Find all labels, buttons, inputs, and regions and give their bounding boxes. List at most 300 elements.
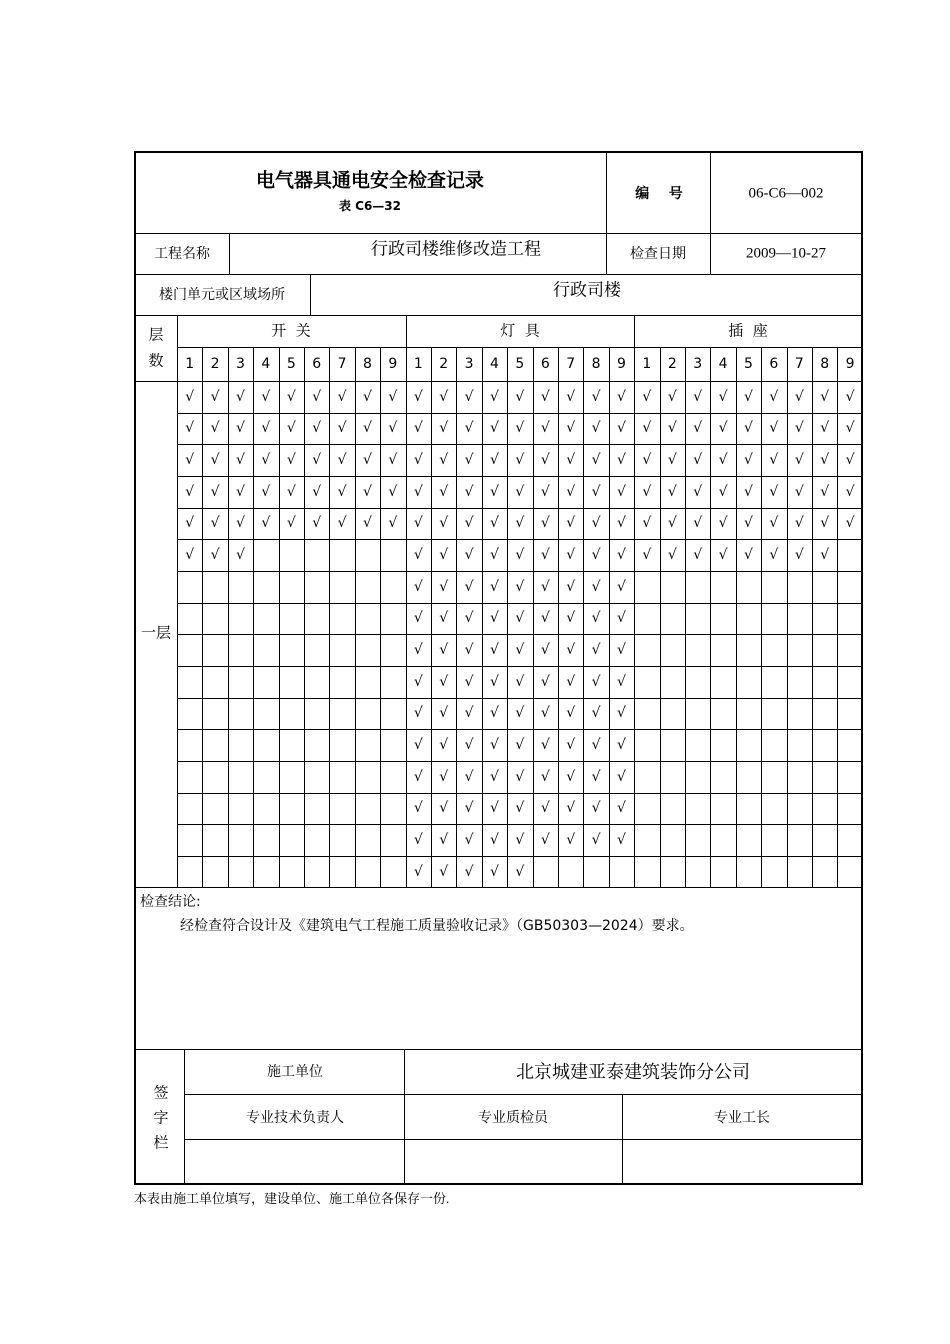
grid-h-line xyxy=(177,603,861,604)
column-number: 2 xyxy=(439,356,449,372)
inspection-date-value: 2009—10-27 xyxy=(746,245,826,262)
check-mark: √ xyxy=(185,483,195,500)
check-mark: √ xyxy=(286,452,296,469)
check-mark: √ xyxy=(185,452,195,469)
check-mark: √ xyxy=(744,452,753,469)
check-mark: √ xyxy=(769,547,779,564)
check-mark: √ xyxy=(464,547,474,564)
check-mark: √ xyxy=(286,388,296,405)
check-mark: √ xyxy=(413,452,423,469)
check-mark: √ xyxy=(515,832,525,849)
check-mark: √ xyxy=(185,515,195,532)
grid-h-line xyxy=(136,315,861,316)
column-number: 6 xyxy=(540,356,550,372)
check-mark: √ xyxy=(667,515,677,532)
check-mark: √ xyxy=(566,768,576,785)
check-mark: √ xyxy=(210,515,220,532)
check-mark: √ xyxy=(794,420,804,437)
grid-v-line xyxy=(685,347,686,888)
check-mark: √ xyxy=(312,420,322,437)
floor-value: 一层 xyxy=(140,625,172,642)
conclusion-text: 经检查符合设计及《建筑电气工程施工质量验收记录》（GB50303—2024）要求。 xyxy=(180,918,694,934)
grid-v-line xyxy=(710,347,711,888)
check-mark: √ xyxy=(566,705,576,722)
grid-v-line xyxy=(184,1049,185,1183)
column-number: 3 xyxy=(693,356,703,372)
check-mark: √ xyxy=(439,863,449,880)
conclusion-label: 检查结论: xyxy=(140,894,201,910)
check-mark: √ xyxy=(617,388,626,405)
check-mark: √ xyxy=(642,420,652,437)
grid-h-line xyxy=(177,793,861,794)
grid-v-line xyxy=(329,347,330,888)
check-mark: √ xyxy=(464,610,474,627)
check-mark: √ xyxy=(490,705,499,722)
check-mark: √ xyxy=(490,388,499,405)
grid-v-line xyxy=(279,347,280,888)
grid-h-line xyxy=(177,508,861,509)
column-number: 5 xyxy=(744,356,753,372)
check-mark: √ xyxy=(667,452,677,469)
check-mark: √ xyxy=(413,515,423,532)
check-mark: √ xyxy=(490,768,499,785)
switch-group-header: 开 关 xyxy=(271,321,311,340)
grid-h-line xyxy=(177,729,861,730)
check-mark: √ xyxy=(540,610,550,627)
check-mark: √ xyxy=(261,420,271,437)
check-mark: √ xyxy=(439,673,449,690)
check-mark: √ xyxy=(464,705,474,722)
check-mark: √ xyxy=(490,420,499,437)
check-mark: √ xyxy=(210,547,220,564)
check-mark: √ xyxy=(464,737,474,754)
check-mark: √ xyxy=(769,515,779,532)
check-mark: √ xyxy=(566,515,576,532)
check-mark: √ xyxy=(413,768,423,785)
column-number: 2 xyxy=(210,356,220,372)
check-mark: √ xyxy=(591,578,601,595)
check-mark: √ xyxy=(490,547,499,564)
check-mark: √ xyxy=(540,483,550,500)
check-mark: √ xyxy=(515,705,525,722)
check-mark: √ xyxy=(744,388,753,405)
column-number: 3 xyxy=(236,356,245,372)
check-mark: √ xyxy=(210,483,220,500)
column-number: 5 xyxy=(515,356,525,372)
check-mark: √ xyxy=(617,515,626,532)
check-mark: √ xyxy=(490,578,499,595)
grid-v-line xyxy=(609,347,610,888)
socket-group-header: 插 座 xyxy=(728,321,768,340)
check-mark: √ xyxy=(794,388,804,405)
location-label: 楼门单元或区域场所 xyxy=(159,287,285,303)
grid-v-line xyxy=(380,347,381,888)
grid-v-line xyxy=(533,347,534,888)
check-mark: √ xyxy=(667,388,677,405)
signature-section-char-2: 字 xyxy=(153,1108,169,1127)
check-mark: √ xyxy=(693,420,703,437)
number-value: 06-C6—002 xyxy=(748,185,824,202)
check-mark: √ xyxy=(286,483,296,500)
check-mark: √ xyxy=(617,768,626,785)
check-mark: √ xyxy=(820,515,830,532)
project-name-value: 行政司楼维修改造工程 xyxy=(371,239,541,259)
check-mark: √ xyxy=(413,800,423,817)
grid-v-line xyxy=(482,347,483,888)
column-number: 9 xyxy=(845,356,855,372)
check-mark: √ xyxy=(464,483,474,500)
check-mark: √ xyxy=(413,483,423,500)
check-mark: √ xyxy=(515,578,525,595)
check-mark: √ xyxy=(718,452,728,469)
check-mark: √ xyxy=(566,832,576,849)
grid-h-line xyxy=(177,413,861,414)
check-mark: √ xyxy=(566,547,576,564)
check-mark: √ xyxy=(515,610,525,627)
check-mark: √ xyxy=(464,452,474,469)
check-mark: √ xyxy=(642,483,652,500)
check-mark: √ xyxy=(388,452,398,469)
check-mark: √ xyxy=(490,452,499,469)
check-mark: √ xyxy=(617,705,626,722)
form-title: 电气器具通电安全检查记录 xyxy=(255,169,485,192)
check-mark: √ xyxy=(312,515,322,532)
check-mark: √ xyxy=(642,452,652,469)
check-mark: √ xyxy=(769,420,779,437)
check-mark: √ xyxy=(363,452,372,469)
check-mark: √ xyxy=(236,483,245,500)
column-number: 7 xyxy=(337,356,347,372)
check-mark: √ xyxy=(413,420,423,437)
check-mark: √ xyxy=(540,832,550,849)
column-number: 1 xyxy=(642,356,652,372)
check-mark: √ xyxy=(667,483,677,500)
grid-v-line xyxy=(736,347,737,888)
check-mark: √ xyxy=(337,515,347,532)
check-mark: √ xyxy=(591,800,601,817)
signature-section-char-1: 签 xyxy=(153,1083,169,1102)
grid-h-line xyxy=(177,476,861,477)
grid-v-line xyxy=(177,315,178,888)
grid-h-line xyxy=(177,666,861,667)
check-mark: √ xyxy=(769,452,779,469)
check-mark: √ xyxy=(566,642,576,659)
number-label: 编 号 xyxy=(635,186,683,202)
check-mark: √ xyxy=(566,800,576,817)
check-mark: √ xyxy=(464,832,474,849)
check-mark: √ xyxy=(617,737,626,754)
check-mark: √ xyxy=(540,578,550,595)
check-mark: √ xyxy=(490,483,499,500)
check-mark: √ xyxy=(210,452,220,469)
check-mark: √ xyxy=(439,515,449,532)
check-mark: √ xyxy=(794,483,804,500)
check-mark: √ xyxy=(439,832,449,849)
check-mark: √ xyxy=(566,388,576,405)
check-mark: √ xyxy=(490,515,499,532)
check-mark: √ xyxy=(439,768,449,785)
column-number: 9 xyxy=(388,356,398,372)
check-mark: √ xyxy=(236,420,245,437)
check-mark: √ xyxy=(591,705,601,722)
check-mark: √ xyxy=(540,768,550,785)
check-mark: √ xyxy=(413,705,423,722)
grid-h-line xyxy=(177,539,861,540)
check-mark: √ xyxy=(591,420,601,437)
check-mark: √ xyxy=(845,483,855,500)
check-mark: √ xyxy=(236,547,245,564)
column-number: 9 xyxy=(617,356,626,372)
check-mark: √ xyxy=(210,388,220,405)
grid-h-line xyxy=(177,761,861,762)
check-mark: √ xyxy=(464,388,474,405)
check-mark: √ xyxy=(642,547,652,564)
check-mark: √ xyxy=(693,483,703,500)
check-mark: √ xyxy=(566,420,576,437)
grid-h-line xyxy=(177,698,861,699)
grid-v-line xyxy=(583,347,584,888)
grid-h-line xyxy=(177,634,861,635)
check-mark: √ xyxy=(845,452,855,469)
check-mark: √ xyxy=(566,483,576,500)
grid-v-line xyxy=(761,347,762,888)
check-mark: √ xyxy=(413,547,423,564)
check-mark: √ xyxy=(617,642,626,659)
check-mark: √ xyxy=(718,420,728,437)
check-mark: √ xyxy=(794,547,804,564)
grid-v-line xyxy=(404,1049,405,1183)
check-mark: √ xyxy=(490,832,499,849)
check-mark: √ xyxy=(540,515,550,532)
check-mark: √ xyxy=(490,673,499,690)
check-mark: √ xyxy=(515,673,525,690)
column-number: 3 xyxy=(464,356,474,372)
check-mark: √ xyxy=(388,420,398,437)
check-mark: √ xyxy=(540,547,550,564)
check-mark: √ xyxy=(439,578,449,595)
check-mark: √ xyxy=(515,547,525,564)
construction-unit-label: 施工单位 xyxy=(267,1064,323,1080)
grid-h-line xyxy=(184,1139,861,1140)
check-mark: √ xyxy=(591,642,601,659)
check-mark: √ xyxy=(439,610,449,627)
column-number: 6 xyxy=(769,356,779,372)
check-mark: √ xyxy=(642,515,652,532)
check-mark: √ xyxy=(439,547,449,564)
check-mark: √ xyxy=(490,863,499,880)
check-mark: √ xyxy=(464,420,474,437)
grid-v-line xyxy=(431,347,432,888)
check-mark: √ xyxy=(413,863,423,880)
check-mark: √ xyxy=(591,832,601,849)
check-mark: √ xyxy=(769,388,779,405)
check-mark: √ xyxy=(744,483,753,500)
check-mark: √ xyxy=(439,483,449,500)
check-mark: √ xyxy=(464,673,474,690)
check-mark: √ xyxy=(566,578,576,595)
check-mark: √ xyxy=(845,515,855,532)
check-mark: √ xyxy=(210,420,220,437)
check-mark: √ xyxy=(413,737,423,754)
grid-h-line xyxy=(136,233,861,234)
check-mark: √ xyxy=(718,388,728,405)
grid-v-line xyxy=(634,315,635,888)
check-mark: √ xyxy=(591,388,601,405)
check-mark: √ xyxy=(693,515,703,532)
grid-h-line xyxy=(177,347,861,348)
check-mark: √ xyxy=(185,388,195,405)
check-mark: √ xyxy=(540,452,550,469)
check-mark: √ xyxy=(617,832,626,849)
check-mark: √ xyxy=(388,483,398,500)
grid-v-line xyxy=(606,153,607,274)
check-mark: √ xyxy=(591,610,601,627)
check-mark: √ xyxy=(464,800,474,817)
check-mark: √ xyxy=(591,547,601,564)
construction-unit-value: 北京城建亚泰建筑装饰分公司 xyxy=(516,1062,750,1082)
column-number: 1 xyxy=(413,356,423,372)
grid-v-line xyxy=(787,347,788,888)
check-mark: √ xyxy=(718,515,728,532)
check-mark: √ xyxy=(744,515,753,532)
check-mark: √ xyxy=(363,388,372,405)
check-mark: √ xyxy=(566,610,576,627)
check-mark: √ xyxy=(413,388,423,405)
check-mark: √ xyxy=(312,483,322,500)
check-mark: √ xyxy=(464,863,474,880)
column-number: 6 xyxy=(312,356,322,372)
check-mark: √ xyxy=(693,547,703,564)
check-mark: √ xyxy=(363,515,372,532)
check-mark: √ xyxy=(617,483,626,500)
column-number: 4 xyxy=(490,356,499,372)
check-mark: √ xyxy=(363,420,372,437)
check-mark: √ xyxy=(490,800,499,817)
grid-v-line xyxy=(355,347,356,888)
check-mark: √ xyxy=(540,388,550,405)
check-mark: √ xyxy=(236,515,245,532)
check-mark: √ xyxy=(413,578,423,595)
check-mark: √ xyxy=(261,515,271,532)
check-mark: √ xyxy=(490,610,499,627)
lamp-group-header: 灯 具 xyxy=(500,321,540,340)
check-mark: √ xyxy=(820,483,830,500)
check-mark: √ xyxy=(540,737,550,754)
check-mark: √ xyxy=(693,388,703,405)
floor-label-bottom: 数 xyxy=(148,351,164,370)
check-mark: √ xyxy=(591,768,601,785)
check-mark: √ xyxy=(413,832,423,849)
check-mark: √ xyxy=(236,388,245,405)
foreman-label: 专业工长 xyxy=(714,1110,770,1126)
floor-label-top: 层 xyxy=(148,325,164,344)
column-number: 4 xyxy=(718,356,728,372)
check-mark: √ xyxy=(337,452,347,469)
check-mark: √ xyxy=(617,610,626,627)
check-mark: √ xyxy=(591,673,601,690)
grid-v-line xyxy=(837,347,838,888)
check-mark: √ xyxy=(744,420,753,437)
check-mark: √ xyxy=(566,452,576,469)
check-mark: √ xyxy=(515,768,525,785)
grid-v-line xyxy=(304,347,305,888)
grid-v-line xyxy=(229,233,230,274)
check-mark: √ xyxy=(413,673,423,690)
check-mark: √ xyxy=(591,515,601,532)
check-mark: √ xyxy=(464,515,474,532)
grid-v-line xyxy=(406,315,407,888)
column-number: 5 xyxy=(286,356,296,372)
check-mark: √ xyxy=(388,515,398,532)
grid-v-line xyxy=(558,347,559,888)
check-mark: √ xyxy=(413,642,423,659)
tech-lead-label: 专业技术负责人 xyxy=(246,1110,344,1126)
check-mark: √ xyxy=(261,452,271,469)
project-name-label: 工程名称 xyxy=(154,246,210,262)
grid-v-line xyxy=(253,347,254,888)
check-mark: √ xyxy=(617,800,626,817)
check-mark: √ xyxy=(515,388,525,405)
check-mark: √ xyxy=(490,737,499,754)
check-mark: √ xyxy=(439,420,449,437)
grid-h-line xyxy=(136,887,861,888)
check-mark: √ xyxy=(464,768,474,785)
column-number: 8 xyxy=(820,356,830,372)
check-mark: √ xyxy=(794,515,804,532)
grid-v-line xyxy=(710,153,711,274)
column-number: 8 xyxy=(363,356,372,372)
check-mark: √ xyxy=(185,547,195,564)
grid-h-line xyxy=(177,856,861,857)
check-mark: √ xyxy=(820,452,830,469)
check-mark: √ xyxy=(464,642,474,659)
check-mark: √ xyxy=(540,800,550,817)
grid-v-line xyxy=(202,347,203,888)
location-value: 行政司楼 xyxy=(553,280,621,300)
grid-v-line xyxy=(660,347,661,888)
check-mark: √ xyxy=(337,420,347,437)
check-mark: √ xyxy=(515,642,525,659)
check-mark: √ xyxy=(540,705,550,722)
check-mark: √ xyxy=(718,547,728,564)
check-mark: √ xyxy=(515,483,525,500)
check-mark: √ xyxy=(820,420,830,437)
check-mark: √ xyxy=(439,452,449,469)
column-number: 1 xyxy=(185,356,195,372)
check-mark: √ xyxy=(744,547,753,564)
check-mark: √ xyxy=(617,547,626,564)
check-mark: √ xyxy=(591,737,601,754)
check-mark: √ xyxy=(515,800,525,817)
check-mark: √ xyxy=(261,483,271,500)
check-mark: √ xyxy=(337,388,347,405)
check-mark: √ xyxy=(566,673,576,690)
check-mark: √ xyxy=(439,737,449,754)
check-mark: √ xyxy=(490,642,499,659)
check-mark: √ xyxy=(312,388,322,405)
check-mark: √ xyxy=(617,452,626,469)
inspection-form xyxy=(134,151,863,1185)
check-mark: √ xyxy=(515,452,525,469)
grid-v-line xyxy=(622,1094,623,1183)
check-mark: √ xyxy=(642,388,652,405)
grid-h-line xyxy=(177,571,861,572)
check-mark: √ xyxy=(820,388,830,405)
signature-section-char-3: 栏 xyxy=(153,1133,169,1152)
check-mark: √ xyxy=(667,420,677,437)
check-mark: √ xyxy=(566,737,576,754)
check-mark: √ xyxy=(261,388,271,405)
